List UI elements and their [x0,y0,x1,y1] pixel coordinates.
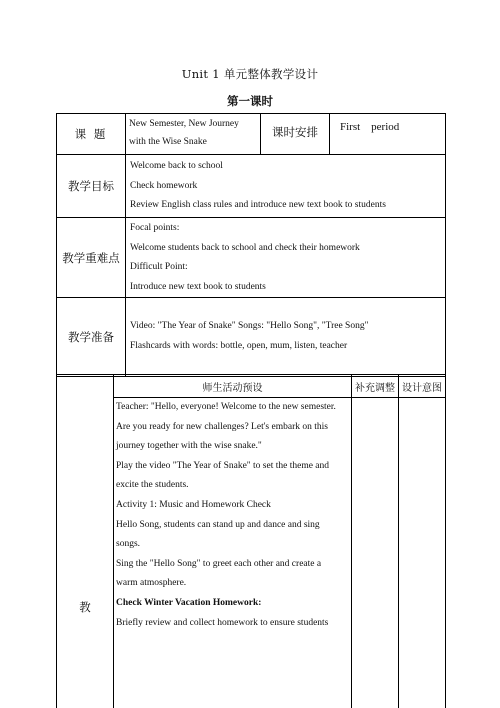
goal-line: Review English class rules and introduce new text book to students [130,200,386,210]
activity-line: Are you ready for new challenges? Let's embark on this [116,421,328,432]
document-title: Unit 1 单元整体教学设计 [181,67,319,81]
activity-line: songs. [116,539,141,550]
prep-content [130,317,442,356]
focus-label: 教学重难点 [62,250,120,265]
activity-line: warm atmosphere. [116,578,187,589]
period-label: 课时安排 [272,125,318,139]
focus-line: Difficult Point: [130,262,188,272]
table-divider [113,375,114,708]
focus-line: Introduce new text book to students [130,281,266,292]
table-divider [351,375,352,708]
prep-line: Video: "The Year of Snake" Songs: "Hello Song", "Tree Song" [130,321,369,331]
goal-line: Check homework [130,180,198,191]
activity-line: Play the video "The Year of Snake" to set the theme and [116,460,330,471]
topic-label: 课 题 [74,127,108,141]
table-divider [329,114,330,154]
lesson-info-table [56,113,446,377]
topic-value: New Semester, New Journey with the Wise Snake [129,119,239,147]
activity-line: Sing the "Hello Song" to greet each other and create a [116,558,322,569]
activity-line: Teacher: "Hello, everyone! Welcome to the new semester. [116,402,336,412]
side-label: 教 [79,600,91,614]
table-divider [398,375,399,708]
lesson-subtitle: 第一课时 [227,94,273,108]
activity-table [56,374,446,708]
prep-line: Flashcards with words: bottle, open, mum, listen, teacher [130,340,348,351]
header-design-intent: 设计意图 [402,382,442,394]
period-value: First period [340,121,400,133]
activity-content [116,398,349,633]
activity-line: Hello Song, students can stand up and dance and sing [116,519,320,530]
activity-line: journey together with the wise snake." [116,441,262,452]
goals-label: 教学目标 [68,179,114,193]
activity-line: Briefly review and collect homework to ensure students [116,617,329,628]
focus-content [130,219,442,297]
goals-content [130,157,442,216]
prep-label: 教学准备 [68,330,114,344]
focus-line: Focal points: [130,223,180,233]
header-activities: 师生活动预设 [202,382,263,394]
goal-line: Welcome back to school [130,161,223,171]
activity-line-heading: Check Winter Vacation Homework: [116,597,262,608]
focus-line: Welcome students back to school and check their homework [130,242,360,253]
activity-line: Activity 1: Music and Homework Check [116,499,271,510]
activity-line: excite the students. [116,480,189,491]
header-adjustment: 补充调整 [355,382,395,394]
